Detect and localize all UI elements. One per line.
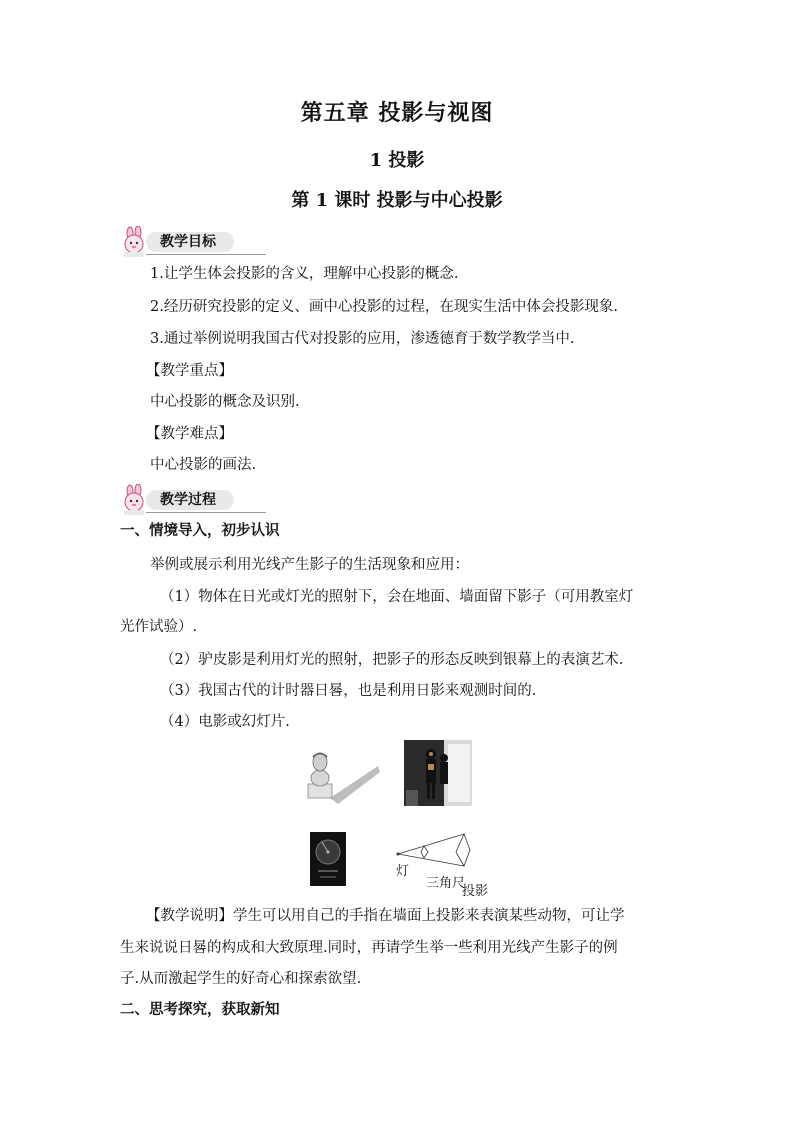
sundial-image (310, 832, 346, 886)
objective-item: 2.经历研究投影的定义、画中心投影的过程，在现实生活中体会投影现象. (150, 299, 618, 315)
ruler-label: 三角尺 (426, 876, 466, 891)
heading-underline (146, 512, 266, 513)
projection-label: 投影 (462, 884, 489, 899)
process-heading (118, 484, 268, 516)
example-item: （2）驴皮影是利用灯光的照射，把影子的形态反映到银幕上的表演艺术. (160, 652, 624, 668)
teaching-note-line: 【教学说明】学生可以用自己的手指在墙面上投影来表演某些动物，可让学 (146, 908, 625, 924)
objective-item: 1.让学生体会投影的含义，理解中心投影的概念. (150, 266, 459, 282)
difficulty-label: 【教学难点】 (146, 426, 233, 442)
part2-title: 二、思考探究，获取新知 (120, 1001, 280, 1018)
example-item: （1）物体在日光或灯光的照射下，会在地面、墙面留下影子（可用教室灯 (160, 589, 634, 605)
process-heading-label: 教学过程 (146, 490, 234, 510)
part1-title: 一、情境导入，初步认识 (120, 522, 280, 539)
intro-text: 举例或展示利用光线产生影子的生活现象和应用： (150, 557, 469, 573)
shadow-puppet-image (404, 740, 472, 806)
teaching-note-line: 子.从而激起学生的好奇心和探索欲望. (120, 971, 362, 987)
example-item: （3）我国古代的计时器日晷，也是利用日影来观测时间的. (160, 683, 537, 699)
lesson-title: 第 1 课时 投影与中心投影 (291, 190, 503, 211)
objectives-heading-label: 教学目标 (146, 232, 234, 252)
example-item: （4）电影或幻灯片. (160, 714, 290, 730)
section-title: 1 投影 (369, 150, 425, 171)
key-point-label: 【教学重点】 (146, 363, 233, 379)
heading-underline (146, 254, 266, 255)
chapter-title: 第五章 投影与视图 (300, 100, 494, 126)
objective-item: 3.通过举例说明我国古代对投影的应用，渗透德育于数学教学当中. (150, 331, 575, 347)
difficulty-text: 中心投影的画法. (150, 457, 257, 473)
objectives-heading (118, 226, 268, 258)
key-point-text: 中心投影的概念及识别. (150, 394, 300, 410)
bust-shadow-image (300, 748, 380, 804)
teaching-note-line: 生来说说日晷的构成和大致原理.同时，再请学生举一些利用光线产生影子的例 (120, 940, 618, 956)
lamp-label: 灯 (396, 864, 410, 879)
example-item-continued: 光作试验）. (120, 619, 198, 635)
